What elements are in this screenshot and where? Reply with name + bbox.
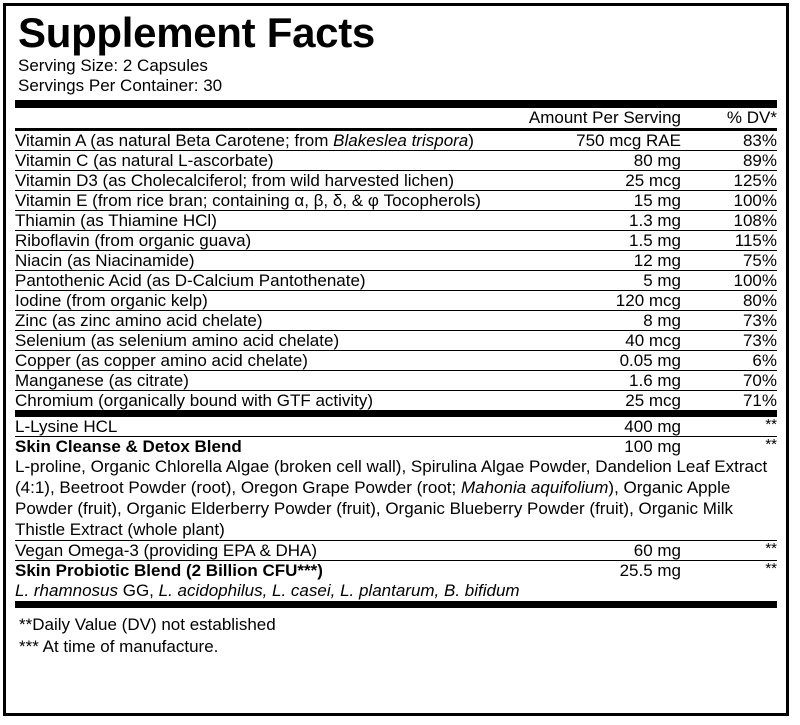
nutrient-name	[15, 331, 503, 351]
nutrient-dv: 70%	[681, 371, 777, 391]
nutrient-dv: 83%	[681, 130, 777, 151]
table-header-row	[15, 108, 777, 130]
nutrient-name	[15, 171, 503, 191]
nutrient-amount: 25 mcg	[503, 391, 681, 414]
table-row	[15, 271, 777, 291]
header-thick-rule	[15, 100, 777, 108]
table-row	[15, 211, 777, 231]
nutrient-name-text: Iodine (from organic kelp)	[15, 291, 208, 310]
nutrient-name	[15, 151, 503, 171]
table-row	[15, 231, 777, 251]
nutrient-name-text: Vitamin A (as natural Beta Carotene; from	[15, 131, 334, 150]
table-row	[15, 391, 777, 414]
strain-list-rest: L. acidophilus, L. casei, L. plantarum, B. bifidum	[158, 581, 520, 600]
dv-not-established-mark: **	[681, 541, 777, 561]
nutrient-amount: 12 mg	[503, 251, 681, 271]
dv-not-established-mark: **	[765, 436, 777, 453]
nutrient-name-text: Thiamin (as Thiamine HCl)	[15, 211, 217, 230]
strain-primary: L. rhamnosus	[15, 581, 118, 600]
nutrient-name-text: Vegan Omega-3 (providing EPA & DHA)	[15, 541, 318, 560]
column-header-dv: % DV*	[681, 108, 777, 130]
nutrient-amount: 15 mg	[503, 191, 681, 211]
nutrient-name	[15, 561, 503, 581]
nutrient-amount: 0.05 mg	[503, 351, 681, 371]
column-header-name	[15, 108, 503, 130]
nutrient-amount: 8 mg	[503, 311, 681, 331]
blend-scientific-name: Mahonia aquifolium	[460, 478, 609, 497]
nutrient-name	[15, 291, 503, 311]
nutrient-name-text: L-Lysine HCL	[15, 417, 118, 436]
serving-size: Serving Size: 2 Capsules	[18, 56, 208, 75]
footnote-line-1: **Daily Value (DV) not established	[19, 615, 276, 634]
nutrient-name	[15, 391, 503, 414]
nutrient-dv: 89%	[681, 151, 777, 171]
nutrient-name	[15, 311, 503, 331]
table-row	[15, 130, 777, 151]
nutrient-name-text: Niacin (as Niacinamide)	[15, 251, 195, 270]
nutrient-dv: 75%	[681, 251, 777, 271]
nutrient-name	[15, 271, 503, 291]
nutrient-name-text: Pantothenic Acid (as D-Calcium Pantothenate)	[15, 271, 366, 290]
nutrient-dv: 73%	[681, 311, 777, 331]
nutrient-amount: 1.3 mg	[503, 211, 681, 231]
table-row	[15, 541, 777, 561]
table-row	[15, 251, 777, 271]
nutrient-name	[15, 414, 503, 437]
nutrient-name	[15, 437, 503, 457]
blend-description-row	[15, 456, 777, 541]
table-row	[15, 331, 777, 351]
nutrient-name-text: Vitamin C (as natural L-ascorbate)	[15, 151, 274, 170]
nutrient-amount: 120 mcg	[503, 291, 681, 311]
nutrient-name	[15, 211, 503, 231]
nutrient-amount: 80 mg	[503, 151, 681, 171]
nutrient-dv: 80%	[681, 291, 777, 311]
nutrient-name-suffix: )	[468, 131, 474, 150]
nutrient-name-text: Chromium (organically bound with GTF activity)	[15, 391, 374, 410]
supplement-facts-table	[15, 108, 777, 608]
dv-not-established-mark: **	[765, 560, 777, 577]
footnotes	[15, 608, 777, 658]
supplement-facts-panel	[3, 3, 789, 716]
table-row	[15, 371, 777, 391]
nutrient-dv: 125%	[681, 171, 777, 191]
column-header-amount: Amount Per Serving	[503, 108, 681, 130]
table-row	[15, 311, 777, 331]
nutrient-amount: 1.5 mg	[503, 231, 681, 251]
nutrient-name	[15, 371, 503, 391]
dv-not-established-mark: **	[681, 414, 777, 437]
nutrient-name-text: Manganese (as citrate)	[15, 371, 189, 390]
blend-desc-part-2: ), Organic Apple Powder (fruit), Organic Elderberry Powder (fruit), Organic Blueberry Powder (fruit), Organic Milk Thistle Extract (whole plant)	[15, 478, 733, 539]
nutrient-dv: 115%	[681, 231, 777, 251]
nutrient-dv: 71%	[681, 391, 777, 414]
nutrient-amount: 400 mg	[503, 414, 681, 437]
nutrient-amount: 25.5 mg	[619, 561, 681, 580]
blend-header-row	[15, 437, 777, 457]
blend-desc-part-1: L-proline, Organic Chlorella Algae (broken cell wall), Spirulina Algae Powder, Dandelion Leaf Extract (4:1), Beetroot Powder (root), Oregon Grape Powder (root;	[15, 457, 768, 497]
nutrient-name-text: Vitamin D3 (as Cholecalciferol; from wild harvested lichen)	[15, 171, 455, 190]
panel-inner	[6, 9, 786, 658]
nutrient-name	[15, 130, 503, 151]
blend-ingredient-list	[15, 456, 777, 541]
nutrient-amount: 60 mg	[503, 541, 681, 561]
nutrient-name	[15, 231, 503, 251]
nutrient-amount: 750 mcg RAE	[503, 130, 681, 151]
nutrient-name	[15, 541, 503, 561]
table-row	[15, 414, 777, 437]
nutrient-name-text: Skin Cleanse & Detox Blend	[15, 437, 242, 456]
nutrient-dv: 6%	[681, 351, 777, 371]
nutrient-name-text: Vitamin E (from rice bran; containing α, β, δ, & φ Tocopherols)	[15, 191, 481, 210]
nutrient-name	[15, 251, 503, 271]
nutrient-name-text: Selenium (as selenium amino acid chelate)	[15, 331, 340, 350]
nutrient-name-text: Skin Probiotic Blend (2 Billion CFU***)	[15, 561, 323, 580]
nutrient-dv: 73%	[681, 331, 777, 351]
nutrient-dv: 100%	[681, 191, 777, 211]
nutrient-amount: 40 mcg	[503, 331, 681, 351]
nutrient-dv: 108%	[681, 211, 777, 231]
nutrient-amount: 25 mcg	[503, 171, 681, 191]
nutrient-name-text: Zinc (as zinc amino acid chelate)	[15, 311, 263, 330]
nutrient-amount: 1.6 mg	[503, 371, 681, 391]
table-row	[15, 171, 777, 191]
table-body	[15, 108, 777, 605]
nutrient-amount: 5 mg	[503, 271, 681, 291]
table-row	[15, 191, 777, 211]
table-row	[15, 151, 777, 171]
strain-primary-suffix: GG,	[118, 581, 159, 600]
nutrient-name-text: Riboflavin (from organic guava)	[15, 231, 252, 250]
footnote-line-2: *** At time of manufacture.	[19, 637, 219, 656]
probiotic-strains-row	[15, 580, 777, 605]
page-title: Supplement Facts	[18, 9, 375, 56]
probiotic-header-row	[15, 561, 777, 581]
nutrient-amount: 100 mg	[624, 437, 681, 456]
nutrient-name	[15, 191, 503, 211]
nutrient-dv: 100%	[681, 271, 777, 291]
table-row	[15, 351, 777, 371]
nutrient-name-text: Copper (as copper amino acid chelate)	[15, 351, 308, 370]
table-row	[15, 291, 777, 311]
probiotic-strain-list	[15, 580, 777, 605]
scientific-name: Blakeslea trispora	[333, 131, 469, 150]
servings-per-container: Servings Per Container: 30	[18, 76, 223, 95]
nutrient-name	[15, 351, 503, 371]
